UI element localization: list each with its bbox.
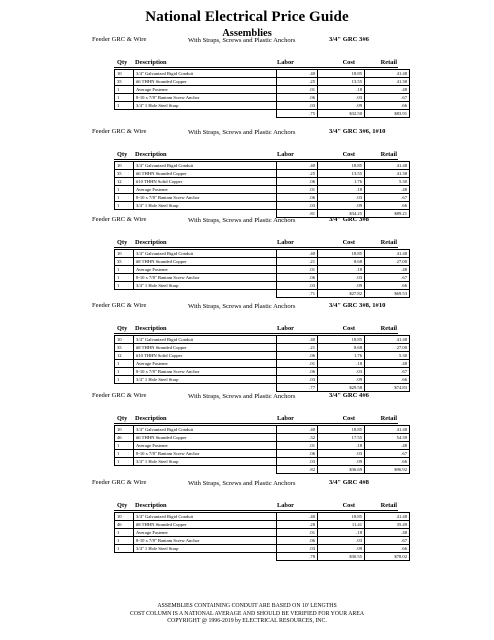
cell-description: 3/4" Galvanized Rigid Conduit: [134, 70, 277, 78]
table-row: [115, 521, 410, 529]
cell-labor: .40: [277, 513, 318, 521]
total-cost: $30.55: [318, 553, 365, 561]
cell-retail: .66: [365, 376, 410, 384]
cell-cost: 18.85: [318, 162, 365, 170]
cell-description: 3/4" 1 Hole Steel Strap: [134, 102, 277, 110]
cell-qty: 10: [115, 162, 134, 170]
cell-retail: 27.00: [365, 258, 410, 266]
assembly-section: [0, 392, 494, 480]
assembly-code: 3/4" GRC 3#6: [329, 36, 369, 43]
col-qty-header: Qty: [117, 151, 128, 158]
cell-qty: 10: [115, 336, 134, 344]
total-retail: $78.02: [365, 553, 410, 561]
cell-cost: .18: [318, 186, 365, 194]
header-rule: [114, 423, 398, 424]
cell-labor: .01: [277, 186, 318, 194]
col-description-header: Description: [135, 59, 167, 66]
table-row: [115, 450, 410, 458]
col-qty-header: Qty: [117, 502, 128, 509]
cell-labor: .01: [277, 529, 318, 537]
header-rule: [114, 333, 398, 334]
cell-description: 8-10 x 7/8" Bantam Screw Anchor: [134, 368, 277, 376]
cell-cost: 1.76: [318, 178, 365, 186]
total-retail: $74.83: [365, 384, 410, 392]
cell-cost: 8.68: [318, 258, 365, 266]
assembly-header: [0, 479, 494, 501]
assembly-description: With Straps, Screws and Plastic Anchors: [188, 480, 296, 487]
cell-retail: 41.48: [365, 426, 410, 434]
cell-description: 3/4" Galvanized Rigid Conduit: [134, 336, 277, 344]
cell-qty: 1: [115, 86, 134, 94]
total-retail: $69.53: [365, 290, 410, 298]
col-retail-header: Retail: [380, 239, 397, 246]
cell-labor: .03: [277, 376, 318, 384]
cell-retail: .66: [365, 545, 410, 553]
total-labor: .82: [277, 466, 318, 474]
table-row: [115, 274, 410, 282]
cell-labor: .21: [277, 344, 318, 352]
col-retail-header: Retail: [380, 502, 397, 509]
assembly-header: [0, 392, 494, 414]
assembly-table: [114, 161, 410, 218]
total-labor: .77: [277, 384, 318, 392]
cell-labor: .06: [277, 537, 318, 545]
col-qty-header: Qty: [117, 239, 128, 246]
total-cost: $36.69: [318, 466, 365, 474]
assembly-section: [0, 36, 494, 124]
total-retail: $96.92: [365, 466, 410, 474]
cell-description: 3/4" 1 Hole Steel Strap: [134, 545, 277, 553]
table-row: [115, 102, 410, 110]
cell-cost: .03: [318, 450, 365, 458]
table-row: [115, 529, 410, 537]
cell-labor: .06: [277, 352, 318, 360]
col-labor-header: Labor: [276, 325, 294, 332]
table-row: [115, 426, 410, 434]
table-row: [115, 86, 410, 94]
cell-labor: .01: [277, 86, 318, 94]
total-retail: $89.21: [365, 210, 410, 218]
total-cost: $29.58: [318, 384, 365, 392]
cell-cost: .03: [318, 537, 365, 545]
cell-retail: 41.38: [365, 170, 410, 178]
table-row: [115, 186, 410, 194]
cell-cost: .18: [318, 266, 365, 274]
cell-description: Average Fastener: [134, 360, 277, 368]
col-labor-header: Labor: [276, 151, 294, 158]
col-labor-header: Labor: [276, 239, 294, 246]
table-row: [115, 376, 410, 384]
cell-labor: .01: [277, 266, 318, 274]
total-labor: .71: [277, 290, 318, 298]
header-rule: [114, 247, 398, 248]
cell-labor: .25: [277, 78, 318, 86]
cell-cost: .18: [318, 529, 365, 537]
table-row: [115, 352, 410, 360]
table-row: [115, 458, 410, 466]
totals-row: [115, 384, 410, 392]
cell-labor: .25: [277, 170, 318, 178]
cell-description: #10 THHN Solid Copper: [134, 178, 277, 186]
table-row: [115, 368, 410, 376]
cell-qty: 12: [115, 352, 134, 360]
table-row: [115, 434, 410, 442]
col-qty-header: Qty: [117, 325, 128, 332]
assembly-section: [0, 479, 494, 567]
total-retail: $83.91: [365, 110, 410, 118]
cell-labor: .32: [277, 434, 318, 442]
assembly-code: 3/4" GRC 4#6: [329, 392, 369, 399]
cell-retail: .48: [365, 442, 410, 450]
table-row: [115, 336, 410, 344]
table-row: [115, 194, 410, 202]
cell-qty: 12: [115, 178, 134, 186]
cell-description: #6 THHN Stranded Copper: [134, 170, 277, 178]
cell-description: 8-10 x 7/8" Bantam Screw Anchor: [134, 274, 277, 282]
page-footer: [0, 603, 494, 626]
cell-cost: .09: [318, 282, 365, 290]
cell-cost: .09: [318, 102, 365, 110]
cell-cost: .03: [318, 368, 365, 376]
cell-labor: .06: [277, 274, 318, 282]
cell-qty: 10: [115, 250, 134, 258]
cell-qty: 1: [115, 458, 134, 466]
cell-cost: 8.68: [318, 344, 365, 352]
cell-qty: 1: [115, 94, 134, 102]
cell-description: Average Fastener: [134, 266, 277, 274]
assembly-section: [0, 128, 494, 216]
table-row: [115, 202, 410, 210]
cell-labor: .40: [277, 250, 318, 258]
cell-labor: .03: [277, 458, 318, 466]
cell-cost: 18.85: [318, 250, 365, 258]
cell-cost: .09: [318, 376, 365, 384]
assembly-description: With Straps, Screws and Plastic Anchors: [188, 217, 296, 224]
table-row: [115, 94, 410, 102]
cell-description: #10 THHN Solid Copper: [134, 352, 277, 360]
assembly-category: Feeder GRC & Wire: [92, 392, 147, 399]
cell-description: 3/4" Galvanized Rigid Conduit: [134, 250, 277, 258]
col-cost-header: Cost: [342, 239, 355, 246]
cell-description: 3/4" 1 Hole Steel Strap: [134, 282, 277, 290]
cell-description: Average Fastener: [134, 529, 277, 537]
cell-labor: .03: [277, 102, 318, 110]
col-cost-header: Cost: [342, 415, 355, 422]
cell-labor: .06: [277, 194, 318, 202]
assembly-code: 3/4" GRC 3#8: [329, 216, 369, 223]
col-cost-header: Cost: [342, 325, 355, 332]
cell-retail: .66: [365, 202, 410, 210]
cell-labor: .28: [277, 521, 318, 529]
table-row: [115, 442, 410, 450]
cell-cost: .03: [318, 94, 365, 102]
cell-cost: 13.55: [318, 78, 365, 86]
assembly-table: [114, 512, 410, 561]
total-cost: $32.50: [318, 110, 365, 118]
cell-cost: .18: [318, 360, 365, 368]
cell-qty: 1: [115, 266, 134, 274]
col-description-header: Description: [135, 325, 167, 332]
cell-cost: 18.85: [318, 336, 365, 344]
cell-retail: .66: [365, 102, 410, 110]
cell-description: #8 THHN Stranded Copper: [134, 521, 277, 529]
assembly-section: [0, 216, 494, 304]
totals-row: [115, 466, 410, 474]
cell-cost: 17.55: [318, 434, 365, 442]
col-labor-header: Labor: [276, 59, 294, 66]
assembly-category: Feeder GRC & Wire: [92, 302, 147, 309]
header-rule: [114, 159, 398, 160]
assembly-code: 3/4" GRC 4#8: [329, 479, 369, 486]
table-row: [115, 282, 410, 290]
footer-line: COST COLUMN IS A NATIONAL AVERAGE AND SHOULD BE VERIFIED FOR YOUR AREA: [129, 610, 365, 617]
assembly-description: With Straps, Screws and Plastic Anchors: [188, 37, 296, 44]
assembly-code: 3/4" GRC 3#6, 1#10: [329, 128, 386, 135]
cell-cost: 1.76: [318, 352, 365, 360]
table-row: [115, 545, 410, 553]
col-cost-header: Cost: [342, 151, 355, 158]
table-row: [115, 266, 410, 274]
table-row: [115, 513, 410, 521]
cell-labor: .40: [277, 336, 318, 344]
cell-cost: .09: [318, 458, 365, 466]
cell-qty: 35: [115, 78, 134, 86]
col-retail-header: Retail: [380, 415, 397, 422]
cell-description: 8-10 x 7/8" Bantam Screw Anchor: [134, 194, 277, 202]
cell-retail: .48: [365, 86, 410, 94]
table-row: [115, 178, 410, 186]
assembly-section: [0, 302, 494, 390]
cell-cost: 18.85: [318, 513, 365, 521]
col-description-header: Description: [135, 415, 167, 422]
cell-labor: .06: [277, 178, 318, 186]
cell-cost: 13.55: [318, 170, 365, 178]
total-labor: .78: [277, 553, 318, 561]
header-rule: [114, 510, 398, 511]
cell-qty: 10: [115, 426, 134, 434]
cell-labor: .06: [277, 94, 318, 102]
cell-labor: .40: [277, 70, 318, 78]
cell-qty: 1: [115, 202, 134, 210]
cell-cost: 18.85: [318, 426, 365, 434]
table-row: [115, 78, 410, 86]
cell-retail: 41.48: [365, 70, 410, 78]
assembly-description: With Straps, Screws and Plastic Anchors: [188, 303, 296, 310]
cell-description: 3/4" 1 Hole Steel Strap: [134, 202, 277, 210]
cell-description: 3/4" Galvanized Rigid Conduit: [134, 162, 277, 170]
assembly-table: [114, 425, 410, 474]
cell-retail: .67: [365, 368, 410, 376]
cell-labor: .01: [277, 360, 318, 368]
cell-qty: 46: [115, 434, 134, 442]
cell-qty: 1: [115, 442, 134, 450]
cell-retail: .48: [365, 186, 410, 194]
table-row: [115, 344, 410, 352]
cell-cost: 18.85: [318, 70, 365, 78]
cell-qty: 1: [115, 194, 134, 202]
cell-retail: .67: [365, 450, 410, 458]
assembly-header: [0, 36, 494, 58]
cell-qty: 46: [115, 521, 134, 529]
col-qty-header: Qty: [117, 415, 128, 422]
page-title: National Electrical Price Guide: [145, 9, 349, 25]
cell-cost: .18: [318, 86, 365, 94]
col-retail-header: Retail: [380, 325, 397, 332]
total-cost: $27.82: [318, 290, 365, 298]
total-labor: .75: [277, 110, 318, 118]
assembly-category: Feeder GRC & Wire: [92, 128, 147, 135]
assembly-code: 3/4" GRC 3#8, 1#10: [329, 302, 386, 309]
assembly-table: [114, 335, 410, 392]
cell-retail: 41.48: [365, 513, 410, 521]
assembly-description: With Straps, Screws and Plastic Anchors: [188, 129, 296, 136]
total-labor: .81: [277, 210, 318, 218]
cell-description: 8-10 x 7/8" Bantam Screw Anchor: [134, 450, 277, 458]
assembly-header: [0, 302, 494, 324]
cell-labor: .03: [277, 545, 318, 553]
col-retail-header: Retail: [380, 59, 397, 66]
assembly-category: Feeder GRC & Wire: [92, 216, 147, 223]
cell-labor: .03: [277, 202, 318, 210]
cell-qty: 35: [115, 344, 134, 352]
cell-qty: 35: [115, 170, 134, 178]
cell-description: 3/4" Galvanized Rigid Conduit: [134, 513, 277, 521]
cell-description: Average Fastener: [134, 86, 277, 94]
assembly-header: [0, 216, 494, 238]
cell-qty: 1: [115, 537, 134, 545]
cell-retail: 41.48: [365, 250, 410, 258]
totals-row: [115, 553, 410, 561]
table-row: [115, 360, 410, 368]
col-qty-header: Qty: [117, 59, 128, 66]
col-labor-header: Labor: [276, 415, 294, 422]
cell-qty: 35: [115, 258, 134, 266]
table-row: [115, 537, 410, 545]
cell-qty: 1: [115, 186, 134, 194]
cell-retail: 27.00: [365, 344, 410, 352]
assembly-header: [0, 128, 494, 150]
cell-retail: .67: [365, 94, 410, 102]
cell-labor: .03: [277, 282, 318, 290]
table-row: [115, 70, 410, 78]
cell-description: Average Fastener: [134, 442, 277, 450]
cell-retail: 5.30: [365, 178, 410, 186]
assembly-category: Feeder GRC & Wire: [92, 479, 147, 486]
cell-description: #6 THHN Stranded Copper: [134, 434, 277, 442]
footer-line: ASSEMBLIES CONTAINING CONDUIT ARE BASED ON 10' LENGTHS: [157, 603, 337, 609]
cell-qty: 1: [115, 102, 134, 110]
cell-qty: 1: [115, 360, 134, 368]
totals-row: [115, 290, 410, 298]
assembly-category: Feeder GRC & Wire: [92, 36, 147, 43]
cell-labor: .40: [277, 162, 318, 170]
col-labor-header: Labor: [276, 502, 294, 509]
totals-row: [115, 110, 410, 118]
cell-cost: .09: [318, 202, 365, 210]
cell-retail: 54.39: [365, 434, 410, 442]
assembly-table: [114, 69, 410, 118]
cell-retail: .67: [365, 537, 410, 545]
cell-qty: 1: [115, 368, 134, 376]
cell-retail: .66: [365, 282, 410, 290]
table-row: [115, 162, 410, 170]
col-description-header: Description: [135, 239, 167, 246]
col-retail-header: Retail: [380, 151, 397, 158]
page-subtitle: Assemblies: [222, 28, 272, 39]
cell-retail: 35.49: [365, 521, 410, 529]
header-rule: [114, 67, 398, 68]
assembly-description: With Straps, Screws and Plastic Anchors: [188, 393, 296, 400]
cell-description: #8 THHN Stranded Copper: [134, 258, 277, 266]
cell-retail: .48: [365, 529, 410, 537]
cell-retail: 41.48: [365, 162, 410, 170]
cell-retail: 5.30: [365, 352, 410, 360]
cell-qty: 1: [115, 529, 134, 537]
cell-retail: .66: [365, 458, 410, 466]
cell-qty: 1: [115, 274, 134, 282]
col-description-header: Description: [135, 151, 167, 158]
col-cost-header: Cost: [342, 502, 355, 509]
cell-description: 3/4" Galvanized Rigid Conduit: [134, 426, 277, 434]
cell-retail: 41.48: [365, 336, 410, 344]
cell-qty: 10: [115, 513, 134, 521]
cell-description: 8-10 x 7/8" Bantam Screw Anchor: [134, 94, 277, 102]
cell-qty: 1: [115, 282, 134, 290]
cell-cost: .09: [318, 545, 365, 553]
cell-description: #8 THHN Stranded Copper: [134, 344, 277, 352]
col-cost-header: Cost: [342, 59, 355, 66]
cell-labor: .06: [277, 368, 318, 376]
cell-qty: 1: [115, 376, 134, 384]
cell-cost: .03: [318, 274, 365, 282]
cell-cost: .18: [318, 442, 365, 450]
cell-description: #6 THHN Stranded Copper: [134, 78, 277, 86]
total-cost: $34.25: [318, 210, 365, 218]
cell-qty: 1: [115, 450, 134, 458]
cell-labor: .21: [277, 258, 318, 266]
footer-line: COPYRIGHT @ 1996-2019 by ELECTRICAL RESOURCES, INC.: [167, 618, 327, 624]
table-row: [115, 250, 410, 258]
cell-qty: 1: [115, 545, 134, 553]
table-row: [115, 170, 410, 178]
cell-description: 8-10 x 7/8" Bantam Screw Anchor: [134, 537, 277, 545]
cell-cost: .03: [318, 194, 365, 202]
table-row: [115, 258, 410, 266]
cell-cost: 11.41: [318, 521, 365, 529]
cell-retail: 41.38: [365, 78, 410, 86]
assembly-table: [114, 249, 410, 298]
cell-retail: .67: [365, 194, 410, 202]
cell-labor: .06: [277, 450, 318, 458]
cell-retail: .48: [365, 360, 410, 368]
cell-retail: .67: [365, 274, 410, 282]
cell-labor: .01: [277, 442, 318, 450]
cell-description: Average Fastener: [134, 186, 277, 194]
cell-retail: .48: [365, 266, 410, 274]
cell-qty: 10: [115, 70, 134, 78]
cell-labor: .40: [277, 426, 318, 434]
cell-description: 3/4" 1 Hole Steel Strap: [134, 376, 277, 384]
col-description-header: Description: [135, 502, 167, 509]
cell-description: 3/4" 1 Hole Steel Strap: [134, 458, 277, 466]
